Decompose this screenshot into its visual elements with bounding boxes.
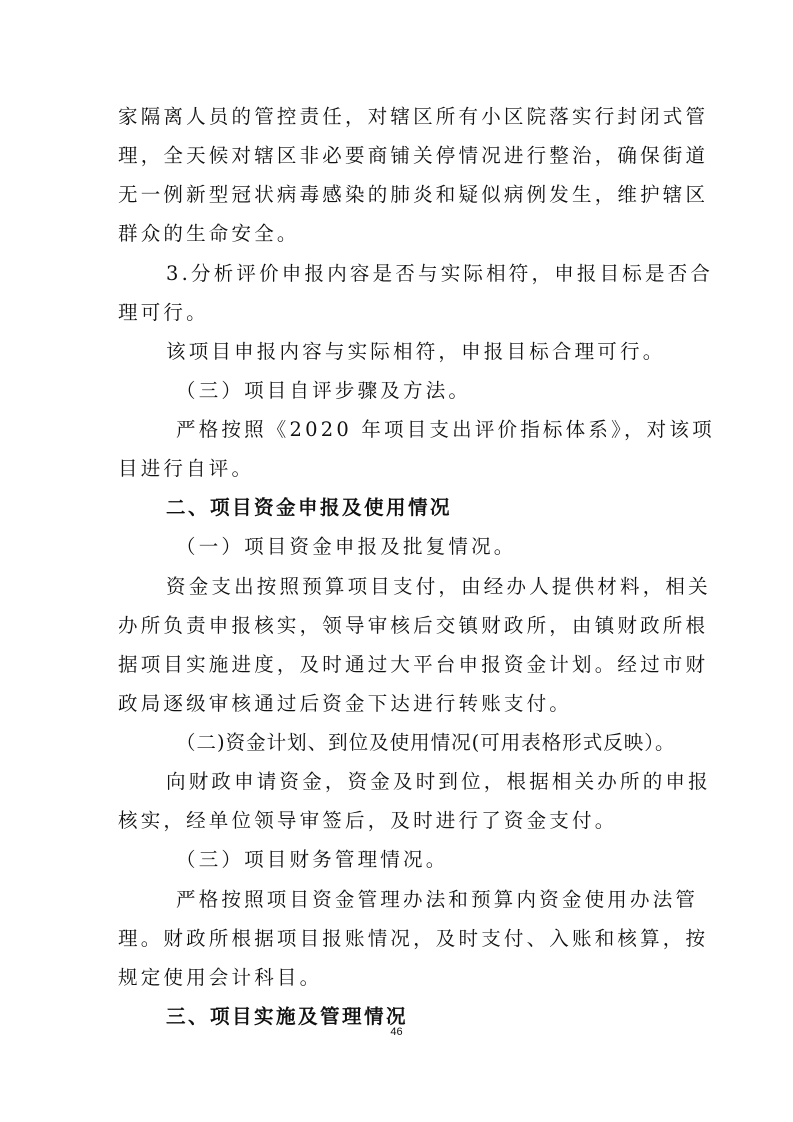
- subsection-heading: （三）项目自评步骤及方法。: [176, 379, 472, 402]
- paragraph-line: 目进行自评。: [118, 457, 255, 480]
- paragraph-line: 规定使用会计科目。: [118, 966, 323, 989]
- paragraph-line: 无一例新型冠状病毒感染的肺炎和疑似病例发生，维护辖区: [118, 183, 709, 206]
- paragraph-line: 向财政申请资金，资金及时到位，根据相关办所的申报: [166, 770, 711, 793]
- paragraph-line: 理可行。: [118, 301, 209, 324]
- paragraph-line: 资金支出按照预算项目支付，由经办人提供材料，相关: [166, 575, 711, 598]
- paragraph-line: 理，全天候对辖区非必要商铺关停情况进行整治，确保街道: [118, 144, 709, 167]
- paragraph-line: 据项目实施进度，及时通过大平台申报资金计划。经过市财: [118, 653, 709, 676]
- paragraph-line: 办所负责申报核实，领导审核后交镇财政所，由镇财政所根: [118, 614, 709, 637]
- paragraph-line: 严格按照《2020 年项目支出评价指标体系》，对该项: [176, 418, 715, 441]
- paragraph-line: 理。财政所根据项目报账情况，及时支付、入账和核算，按: [118, 927, 709, 950]
- subsection-heading: （二)资金计划、到位及使用情况(可用表格形式反映）。: [176, 731, 676, 754]
- section-heading: 三、项目实施及管理情况: [166, 1005, 409, 1028]
- subsection-heading: （一）项目资金申报及批复情况。: [176, 535, 517, 558]
- paragraph-line: 3.分析评价申报内容是否与实际相符，申报目标是否合: [166, 262, 714, 285]
- paragraph-line: 政局逐级审核通过后资金下达进行转账支付。: [118, 692, 573, 715]
- paragraph-line: 严格按照项目资金管理办法和预算内资金使用办法管: [176, 888, 699, 911]
- paragraph-line: 家隔离人员的管控责任，对辖区所有小区院落实行封闭式管: [118, 105, 709, 128]
- page-number: 46: [390, 1026, 403, 1038]
- section-heading: 二、项目资金申报及使用情况: [166, 496, 453, 519]
- paragraph-line: 群众的生命安全。: [118, 222, 300, 245]
- paragraph-line: 该项目申报内容与实际相符，申报目标合理可行。: [166, 340, 666, 363]
- paragraph-line: 核实，经单位领导审签后，及时进行了资金支付。: [118, 809, 618, 832]
- subsection-heading: （三）项目财务管理情况。: [176, 848, 449, 871]
